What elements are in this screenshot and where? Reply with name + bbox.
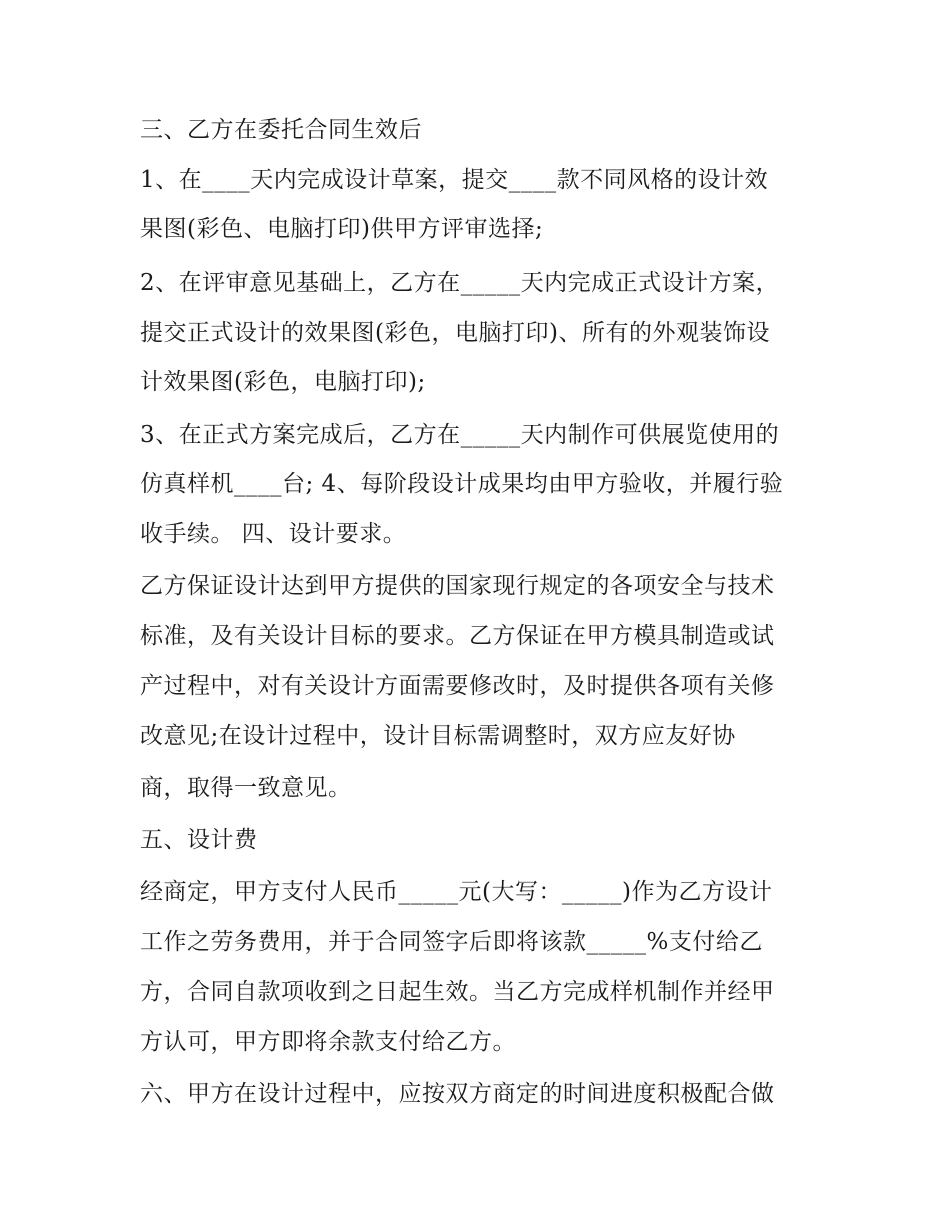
paragraph-line: 仿真样机____台; 4、每阶段设计成果均由甲方验收，并履行验 [140, 471, 784, 497]
paragraph-line: 提交正式设计的效果图(彩色，电脑打印)、所有的外观装饰设 [140, 320, 770, 346]
paragraph-line: 计效果图(彩色，电脑打印); [140, 369, 426, 395]
paragraph-line: 产过程中，对有关设计方面需要修改时，及时提供各项有关修 [140, 673, 775, 699]
paragraph-line: 收手续。 四、设计要求。 [140, 521, 407, 547]
paragraph-line: 方认可，甲方即将余款支付给乙方。 [140, 1029, 516, 1055]
paragraph-line: 标准，及有关设计目标的要求。乙方保证在甲方模具制造或试 [140, 623, 775, 649]
paragraph-line: 方，合同自款项收到之日起生效。当乙方完成样机制作并经甲 [140, 979, 775, 1005]
paragraph-line: 果图(彩色、电脑打印)供甲方评审选择; [140, 216, 544, 242]
section-heading-3: 三、乙方在委托合同生效后 [140, 117, 422, 143]
paragraph-line: 3、在正式方案完成后，乙方在_____天内制作可供展览使用的 [140, 422, 780, 448]
paragraph-line: 1、在____天内完成设计草案，提交____款不同风格的设计效 [140, 167, 769, 193]
section-heading-6: 六、甲方在设计过程中，应按双方商定的时间进度积极配合做 [140, 1081, 775, 1107]
paragraph-line: 改意见;在设计过程中，设计目标需调整时，双方应友好协 [140, 723, 736, 749]
paragraph-line: 2、在评审意见基础上，乙方在_____天内完成正式设计方案， [140, 270, 780, 296]
paragraph-line: 经商定，甲方支付人民币_____元(大写：_____)作为乙方设计 [140, 879, 773, 905]
paragraph-line: 乙方保证设计达到甲方提供的国家现行规定的各项安全与技术 [140, 573, 775, 599]
section-heading-5: 五、设计费 [140, 827, 258, 853]
paragraph-line: 商，取得一致意见。 [140, 775, 352, 801]
paragraph-line: 工作之劳务费用，并于合同签字后即将该款_____%支付给乙 [140, 929, 763, 955]
